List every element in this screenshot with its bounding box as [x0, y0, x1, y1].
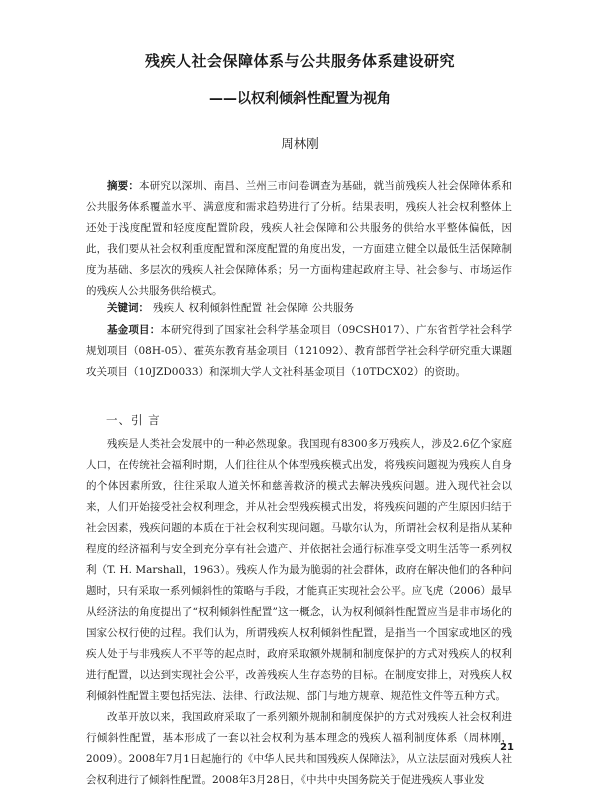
keyword-item: 社会保障 [266, 302, 308, 314]
funding-note [86, 320, 512, 383]
abstract-block [86, 176, 512, 302]
keywords-line [86, 298, 512, 319]
keyword-item: 公共服务 [312, 302, 354, 314]
author-name: 周林刚 [281, 136, 319, 151]
abstract-text: 本研究以深圳、南昌、兰州三市问卷调查为基础，就当前残疾人社会保障体系和公共服务体系覆盖水平、满意度和需求趋势进行了分析。结果表明，残疾人社会权利整体上还处于浅度配置和轻度度配置阶段，残疾人社会保障和公共服务的供给水平整体偏低，因此，我们要从社会权利重度配置和深度配置的角度出发，一方面建立健全以最低生活保障制度为基础、多层次的残疾人社会保障体系；另一方面构建起政府主导、社会参与、市场运作的残疾人公共服务供给模式。 [86, 180, 513, 297]
section-heading: 一、引 言 [106, 413, 161, 427]
funding-text: 本研究得到了国家社会科学基金项目（09CSH017）、广东省哲学社会科学规划项目（08H-05）、霍英东教育基金项目（121092）、教育部哲学社会科学研究重大课题攻关项目（10JZD0033）和深圳大学人文社科基金项目（10TDCX02）的资助。 [86, 324, 513, 378]
body-text [86, 434, 512, 791]
keyword-item: 残疾人 [153, 302, 185, 314]
paper-subtitle: ——以权利倾斜性配置为视角 [209, 91, 391, 107]
paper-title: 残疾人社会保障体系与公共服务体系建设研究 [144, 52, 455, 70]
body-paragraph: 残疾是人类社会发展中的一种必然现象。我国现有8300多万残疾人，涉及2.6亿个家庭人口，在传统社会福利时期，人们往往从个体型残疾模式出发，将残疾问题视为残疾人自身的个体因素所致，往往采取人道关怀和慈善救济的模式去解决残疾问题。进入现代社会以来，人们开始接受社会权利理念，并从社会型残疾模式出发，将残疾问题的产生原因归结于社会因素，残疾问题的本质在于社会权利实现问题。马歇尔认为，所谓社会权利是指从某种程度的经济福利与安全到充分享有社会遗产、并依据社会通行标准享受文明生活等一系列权利（T. H. Marshall，1963）。残疾人作为最为脆弱的社会群体，政府在解决他们的各种问题时，只有采取一系列倾斜性的策略与手段，才能真正实现社会公平。应飞虎（2006）最早从经济法的角度提出了“权利倾斜性配置”这一概念，认为权利倾斜性配置应当是非市场化的国家公权行使的过程。我们认为，所谓残疾人权利倾斜性配置，是指当一个国家或地区的残疾人处于与非残疾人不平等的起点时，政府采取额外规制和制度保护的方式对残疾人的权利进行配置，以达到实现社会公平，改善残疾人生存态势的目标。在制度安排上，对残疾人权利倾斜性配置主要包括宪法、法律、行政法规、部门与地方规章、规范性文件等五种方式。 [86, 438, 512, 702]
keyword-item: 权利倾斜性配置 [188, 302, 262, 314]
body-paragraph: 改革开放以来，我国政府采取了一系列额外规制和制度保护的方式对残疾人社会权利进行倾斜性配置，基本形成了一套以社会权利为基本理念的残疾人福利制度体系（周林刚，2009）。2008年7月1日起施行的《中华人民共和国残疾人保障法》，从立法层面对残疾人社会权利进行了倾斜性配置。2008年3月28日，《中共中央国务院关于促进残疾人事业发 [86, 711, 512, 786]
page-number: 21 [500, 742, 514, 753]
funding-label: 基金项目： [107, 324, 161, 336]
abstract-paragraph [86, 176, 512, 302]
keywords-label: 关键词： [107, 302, 149, 314]
abstract-label: 摘要： [107, 180, 139, 192]
